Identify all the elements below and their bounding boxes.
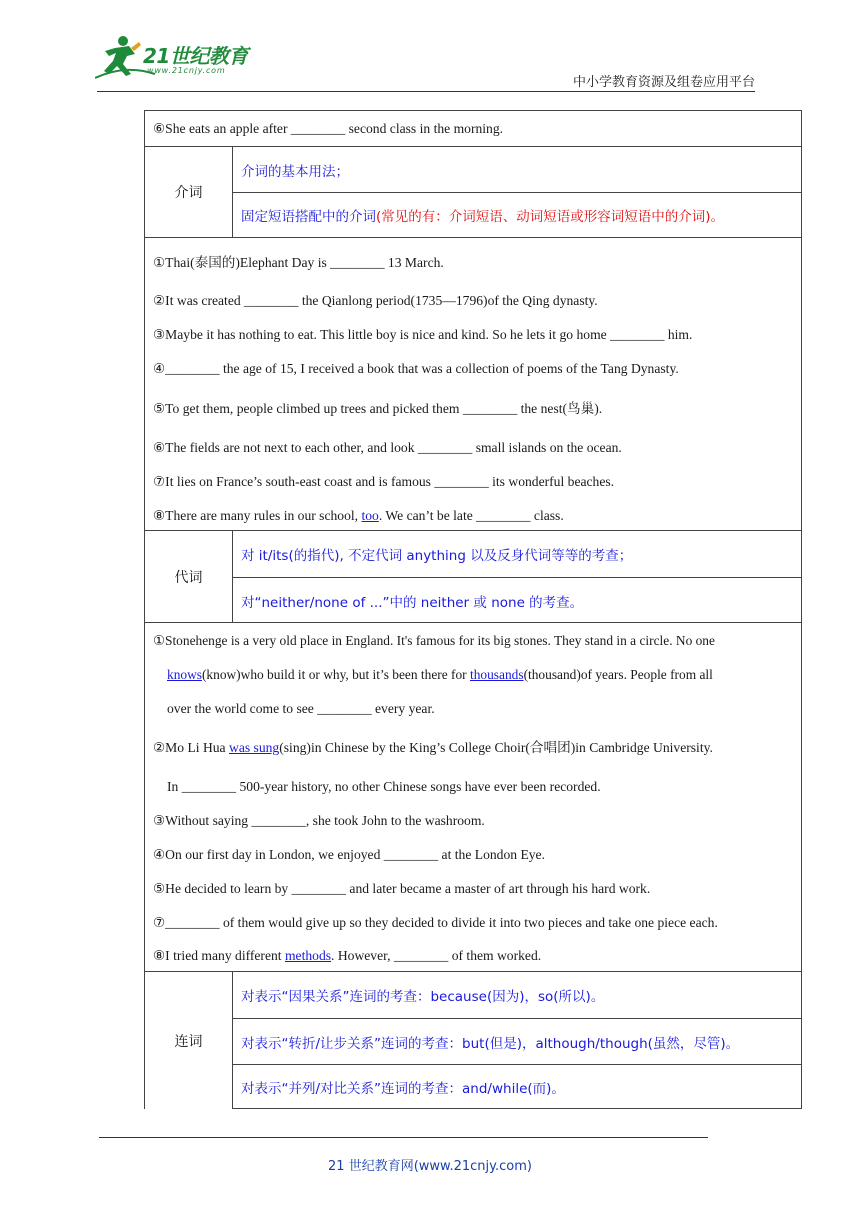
category-label: 代词 <box>145 531 233 622</box>
question-item: ⑦It lies on France’s south-east coast and is famous ________ its wonderful beaches. <box>153 474 615 489</box>
question-item: ③Maybe it has nothing to eat. This little boy is nice and kind. So he lets it go home ________ him. <box>153 327 693 342</box>
question-block-preposition <box>144 237 802 530</box>
grammar-table <box>144 110 802 1109</box>
category-note: 对“neither/none of ...”中的 neither 或 none 的考查。 <box>233 577 801 623</box>
question-block-pronoun <box>144 622 802 971</box>
question-item-continued: In ________ 500-year history, no other Chinese songs have ever been recorded. <box>167 779 601 794</box>
header-platform-title: 中小学教育资源及组卷应用平台 <box>572 75 755 90</box>
category-note: 对表示“转折/让步关系”连词的考查：but(但是)，although/though(虽然，尽管)。 <box>233 1018 801 1064</box>
category-note: 介词的基本用法； <box>241 163 349 180</box>
category-note: 对表示“并列/对比关系”连词的考查：and/while(而)。 <box>233 1064 801 1109</box>
question-item: ⑥The fields are not next to each other, and look ________ small islands on the ocean. <box>153 440 622 455</box>
question-item: ④On our first day in London, we enjoyed ________ at the London Eye. <box>153 847 545 862</box>
underlined-word: too <box>361 508 379 523</box>
footer-divider <box>99 1137 708 1138</box>
footer-site-link[interactable]: 21 世纪教育网(www.21cnjy.com) <box>328 1159 532 1174</box>
question-item: ①Stonehenge is a very old place in England. It's famous for its big stones. They stand in a circle. No one <box>153 633 715 648</box>
header-divider <box>97 91 755 92</box>
question-item-continued: knows(know)who build it or why, but it’s been there for thousands(thousand)of years. People from all <box>167 667 713 682</box>
question-item: ①Thai(泰国的)Elephant Day is ________ 13 March. <box>153 255 444 270</box>
category-row-conjunction <box>144 971 802 1109</box>
category-note: 固定短语搭配中的介词 (常见的有：介词短语、动词短语或形容词短语中的介词)。 <box>233 192 801 237</box>
question-item-continued: over the world come to see ________ every year. <box>167 701 435 716</box>
question-item: ④________ the age of 15, I received a book that was a collection of poems of the Tang Dynasty. <box>153 361 679 376</box>
logo-subtitle: www.21cnjy.com <box>147 66 226 75</box>
question-item: ②It was created ________ the Qianlong period(1735—1796)of the Qing dynasty. <box>153 293 598 308</box>
question-item: ⑦________ of them would give up so they decided to divide it into two pieces and take one piece each. <box>153 915 718 930</box>
question-row-top <box>144 110 802 146</box>
category-label: 介词 <box>145 147 233 237</box>
question-item: ②Mo Li Hua was sung(sing)in Chinese by the King’s College Choir(合唱团)in Cambridge University. <box>153 740 713 755</box>
category-row-pronoun <box>144 530 802 622</box>
underlined-word: knows <box>167 667 202 682</box>
logo-text: 21世纪教育 <box>143 44 248 68</box>
category-note: 对表示“因果关系”连词的考查：because(因为)，so(所以)。 <box>241 989 605 1005</box>
category-note: 对 it/its(的指代), 不定代词 anything 以及反身代词等等的考查； <box>241 548 633 564</box>
underlined-word: thousands <box>469 667 524 682</box>
underlined-word: methods <box>284 948 332 963</box>
category-row-preposition <box>144 146 802 237</box>
question-item: ③Without saying ________, she took John to the washroom. <box>153 813 485 828</box>
question-item: ⑥She eats an apple after ________ second class in the morning. <box>153 121 504 136</box>
question-item: ⑧There are many rules in our school, too. We can’t be late ________ class. <box>153 508 564 523</box>
question-item: ⑤He decided to learn by ________ and later became a master of art through his hard work. <box>153 881 651 896</box>
question-item: ⑤To get them, people climbed up trees and picked them ________ the nest(鸟巢). <box>153 401 603 416</box>
question-item: ⑧I tried many different methods. However, ________ of them worked. <box>153 948 542 963</box>
underlined-word: was sung <box>229 740 280 755</box>
category-label: 连词 <box>145 972 233 1109</box>
